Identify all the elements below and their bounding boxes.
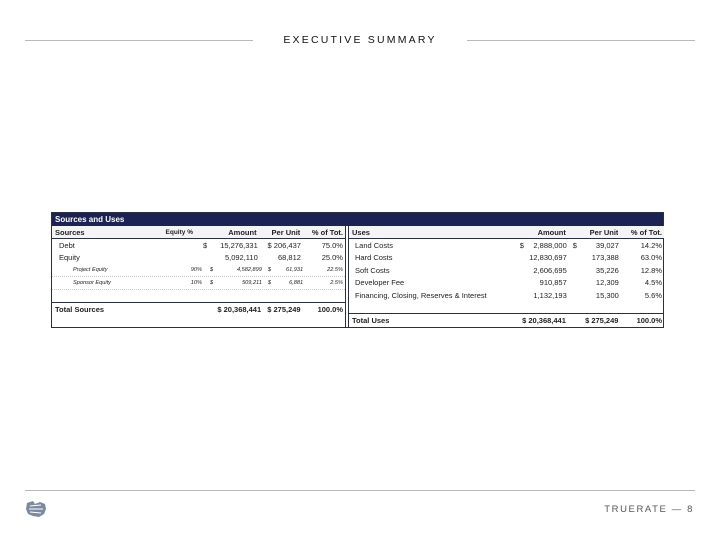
row-amount: 2,606,695 (533, 265, 567, 275)
footer-brand: TRUERATE (604, 504, 668, 515)
row-amount: 910,857 (539, 278, 567, 288)
row-amount: 5,092,110 (224, 253, 258, 263)
row-equity: 90% (190, 267, 202, 273)
row-amount: $ 15,276,331 (202, 240, 258, 250)
footer-separator: — (671, 504, 683, 515)
row-per-unit: 12,309 (595, 278, 619, 288)
page-number: 8 (687, 504, 694, 515)
sources-col-pct: % of Tot. (311, 227, 343, 237)
footer-rule (25, 490, 695, 491)
sources-total-row (52, 302, 345, 316)
row-label: Developer Fee (355, 278, 405, 288)
row-pct: 75.0% (321, 240, 343, 250)
sources-col-equity: Equity % (165, 228, 193, 236)
title-rule-right (467, 40, 695, 41)
table-row (52, 277, 345, 290)
total-label: Total Sources (55, 305, 105, 314)
footer-brand-page (604, 504, 694, 515)
sources-col-amount: Amount (228, 227, 257, 237)
row-amount: 12,830,697 (529, 253, 567, 263)
total-label: Total Uses (352, 315, 390, 325)
row-per-unit: 15,300 (595, 290, 619, 300)
row-label: Financing, Closing, Reserves & Interest (355, 290, 487, 300)
uses-col-amount: Amount (537, 227, 566, 237)
row-amount: $ 4,582,899 (209, 267, 262, 273)
row-pct: 12.8% (640, 265, 662, 275)
row-label: Equity (59, 253, 80, 263)
row-pct: 5.6% (644, 290, 662, 300)
row-amount: 1,132,193 (533, 290, 567, 300)
page-title: EXECUTIVE SUMMARY (283, 34, 437, 46)
table-row (349, 239, 664, 252)
row-per-unit: $ 6,881 (267, 280, 304, 286)
sources-col-label: Sources (55, 227, 85, 237)
total-pct: 100.0% (317, 305, 343, 314)
row-per-unit: 68,812 (277, 253, 301, 263)
row-label: Soft Costs (355, 265, 390, 275)
sources-panel (52, 226, 346, 327)
sources-col-per-unit: Per Unit (271, 227, 301, 237)
row-label: Debt (59, 240, 75, 250)
row-spacer (349, 302, 664, 313)
row-label: Land Costs (355, 240, 393, 250)
row-equity: 10% (190, 280, 202, 286)
row-pct: 25.0% (321, 253, 343, 263)
total-per-unit: $ 275,249 (267, 305, 301, 314)
sources-and-uses-table (51, 212, 664, 328)
row-pct: 63.0% (640, 253, 662, 263)
row-per-unit: $ 206,437 (267, 240, 301, 250)
row-amount: $ 509,211 (209, 280, 262, 286)
row-label: Sponsor Equity (73, 280, 111, 286)
total-amount: $ 20,368,441 (217, 305, 262, 314)
table-row (52, 239, 345, 252)
row-per-unit: 35,226 (595, 265, 619, 275)
table-row (349, 289, 664, 302)
uses-col-pct: % of Tot. (630, 227, 662, 237)
table-header: Sources and Uses (52, 213, 663, 226)
row-per-unit: 173,388 (591, 253, 619, 263)
row-label: Hard Costs (355, 253, 393, 263)
total-per-unit: $ 275,249 (585, 315, 619, 325)
row-spacer (52, 290, 345, 302)
table-row (349, 277, 664, 290)
uses-col-per-unit: Per Unit (589, 227, 619, 237)
total-pct: 100.0% (636, 315, 662, 325)
row-per-unit: $ 39,027 (572, 240, 619, 250)
total-amount: $ 20,368,441 (522, 315, 566, 325)
row-amount: $ 2,888,000 (519, 240, 567, 250)
row-label: Project Equity (73, 267, 108, 273)
table-row (52, 264, 345, 277)
uses-total-row (349, 313, 664, 327)
table-row (349, 252, 664, 265)
table-row (52, 252, 345, 265)
sources-header-row (52, 226, 345, 239)
row-per-unit: $ 61,931 (267, 267, 304, 273)
uses-panel (348, 226, 664, 327)
row-pct: 4.5% (644, 278, 662, 288)
company-logo-icon (25, 500, 47, 518)
row-pct: 14.2% (640, 240, 662, 250)
uses-header-row (349, 226, 664, 239)
row-pct: 2.5% (330, 280, 344, 286)
table-row (349, 264, 664, 277)
row-pct: 22.5% (327, 267, 344, 273)
uses-col-label: Uses (352, 227, 370, 237)
